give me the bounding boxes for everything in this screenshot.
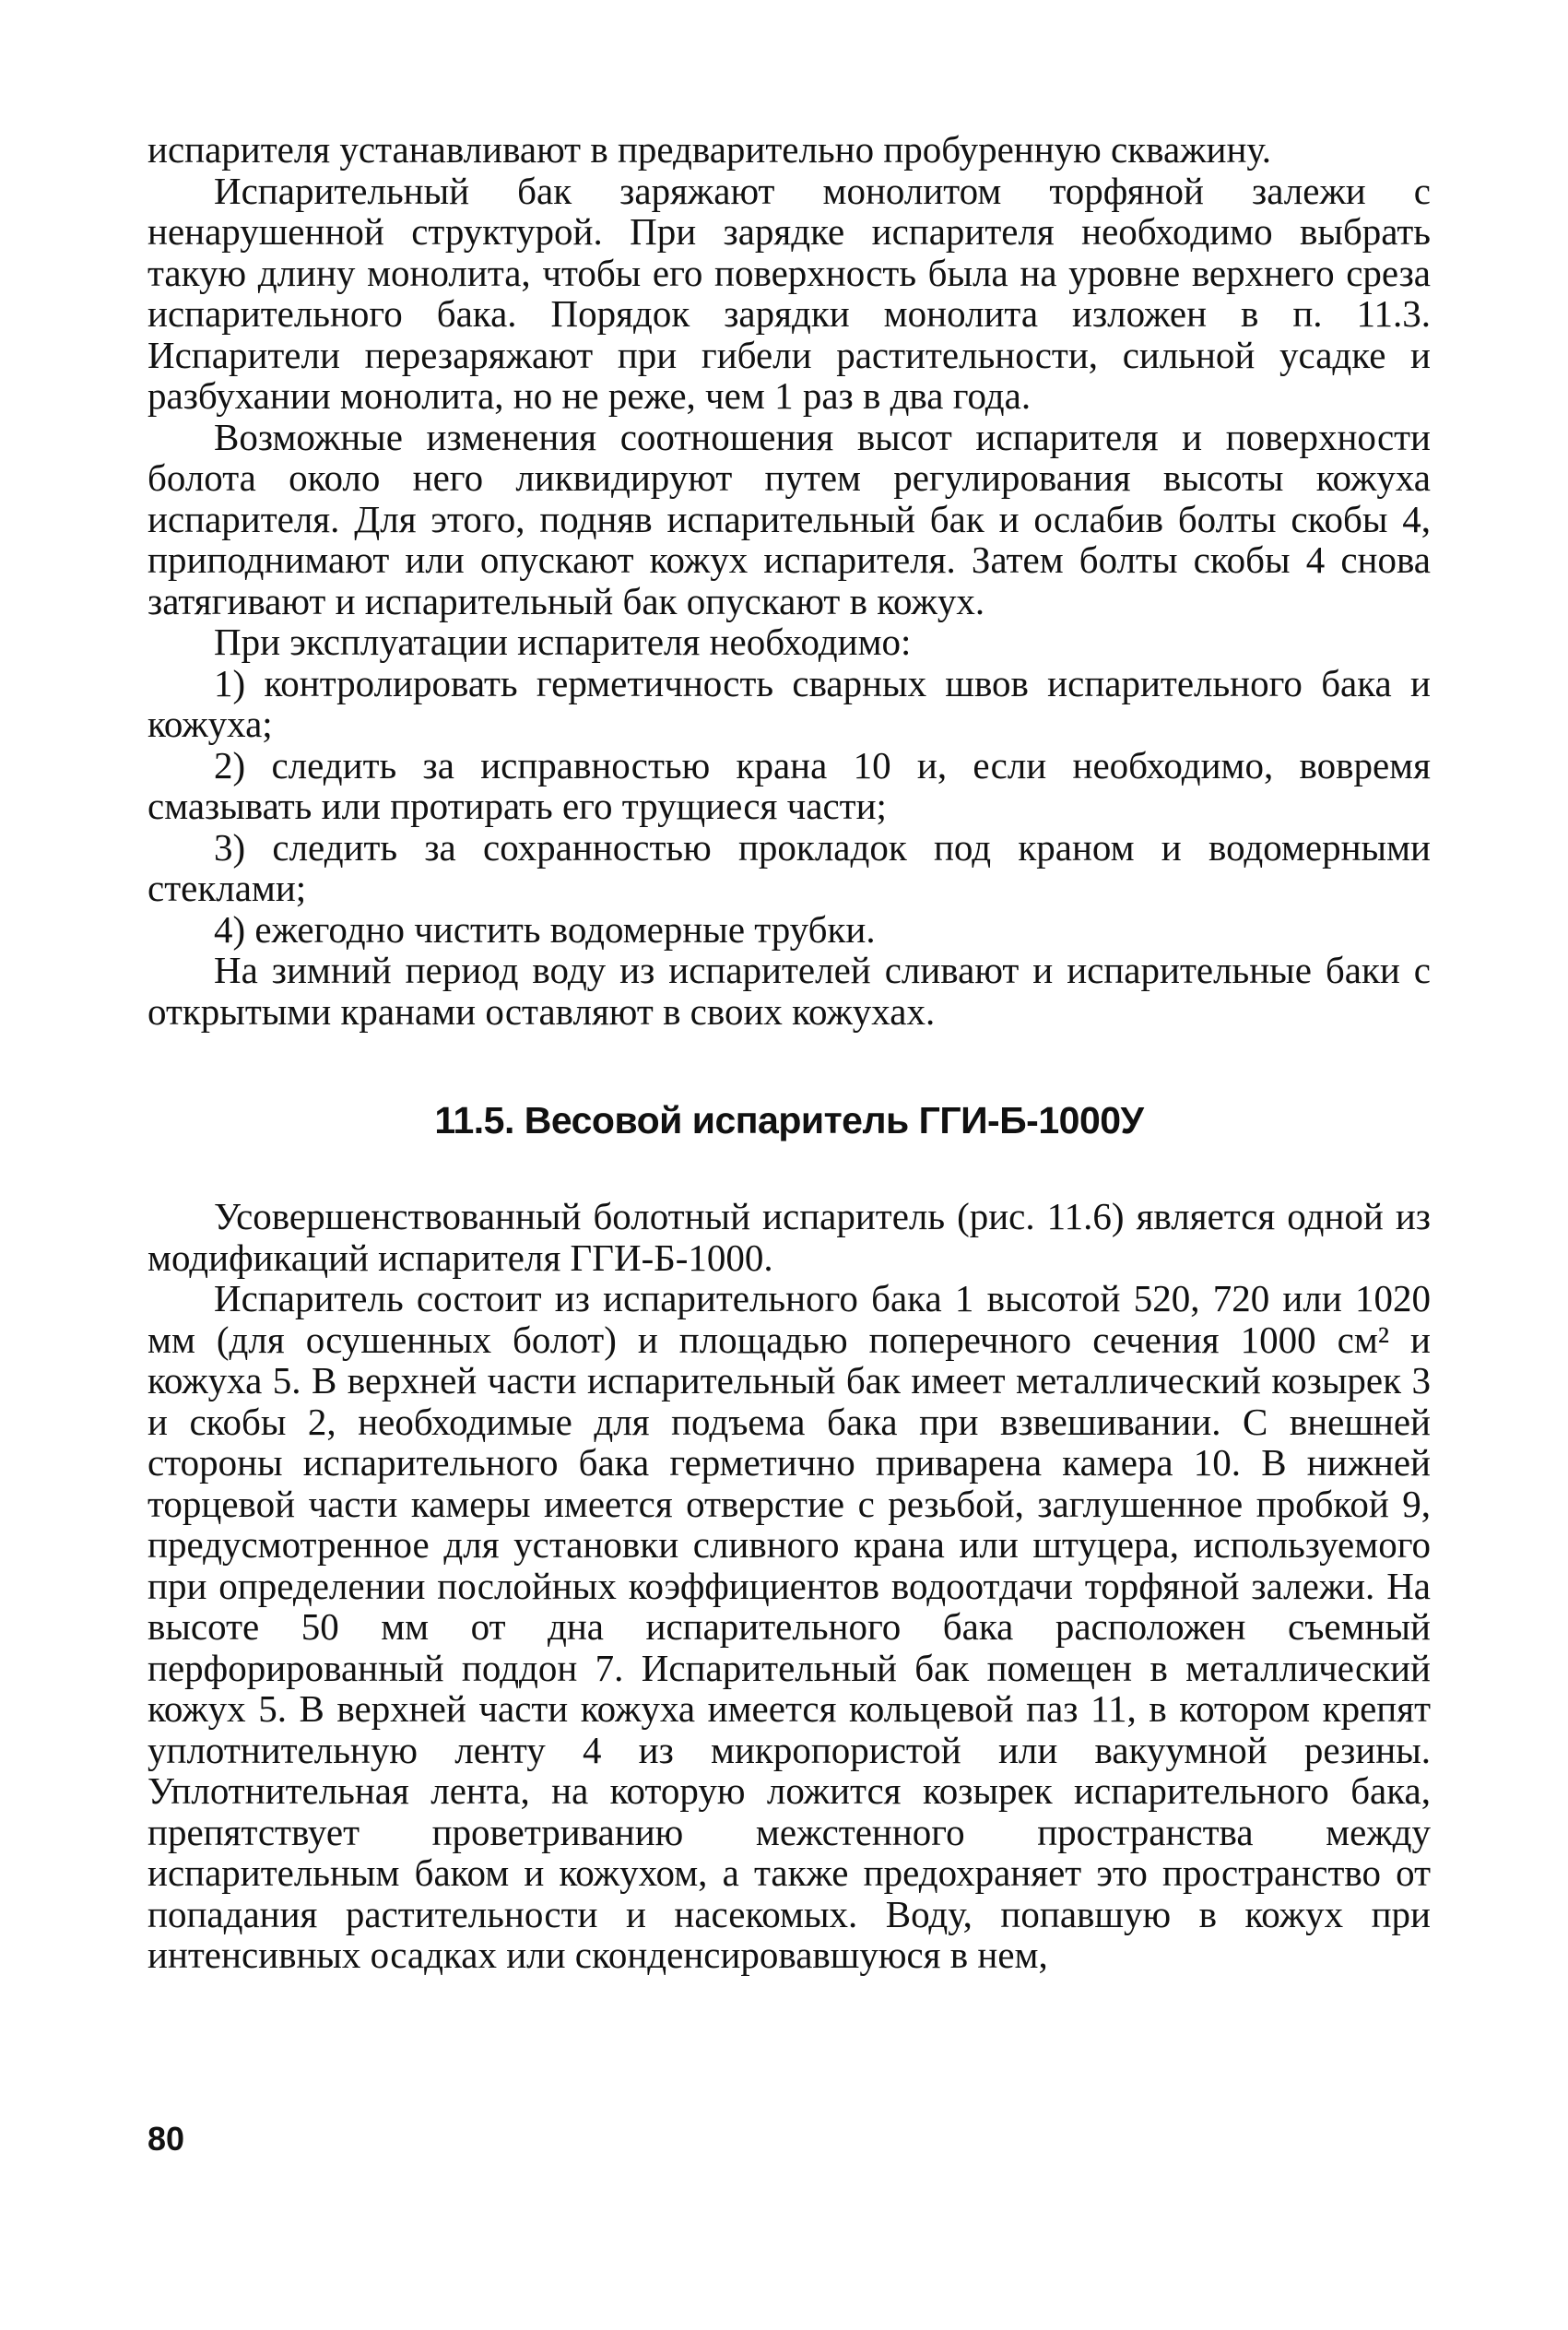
list-item-4: 4) ежегодно чистить водомерные трубки. — [214, 907, 876, 951]
page-body — [147, 129, 1431, 1976]
list-item-3: 3) следить за сохранностью прокладок под краном и водомерными стеклами; — [147, 825, 1431, 909]
paragraph-height-adjustment: Возможные изменения соотношения высот испарителя и поверхности болота около него ликвидируют путем регулирования высоты кожуха испарителя. Для этого, подняв испарительный бак и ослабив болты скобы 4, приподнимают или опускают кожух испарителя. Затем болты скобы 4 снова затягивают и испарительный бак опускают в кожух. — [147, 415, 1431, 622]
paragraph-operation-intro: При эксплуатации испарителя необходимо: — [214, 621, 912, 663]
paragraph-evaporator-description: Испаритель состоит из испарительного бака 1 высотой 520, 720 или 1020 мм (для осушенных болот) и площадью поперечного сечения 1000 см² и кожуха 5. В верхней части испарительный бак имеет металлический козырек 3 и скобы 2, необходимые для подъема бака при взвешивании. С внешней стороны испарительного бака герметично приварена камера 10. В нижней торцевой части камеры имеется отверстие с резьбой, заглушенное пробкой 9, предусмотренное для установки сливного крана или штуцера, используемого при определении послойных коэффициентов водоотдачи торфяной залежи. На высоте 50 мм от дна испарительного бака расположен съемный перфорированный поддон 7. Испарительный бак помещен в металлический кожух 5. В верхней части кожуха имеется кольцевой паз 11, в котором крепят уплотнительную ленту 4 из микропористой или вакуумной резины. Уплотнительная лента, на которую ложится козырек испарительного бака, препятствует проветриванию межстенного пространства между испарительным баком и кожухом, а также предохраняет это пространство от попадания растительности и насекомых. Воду, попавшую в кожух при интенсивных осадках или сконденсировавшуюся в нем, — [147, 1277, 1431, 1976]
list-item-1: 1) контролировать герметичность сварных швов испарительного бака и кожуха; — [147, 661, 1431, 745]
list-item-2: 2) следить за исправностью крана 10 и, если необходимо, вовремя смазывать или протирать его трущиеся части; — [147, 743, 1431, 827]
section-heading: 11.5. Весовой испаритель ГГИ-Б-1000У — [434, 1099, 1144, 1141]
paragraph-monolith-charging: Испарительный бак заряжают монолитом торфяной залежи с ненарушенной структурой. При зарядке испарителя необходимо выбрать такую длину монолита, чтобы его поверхность была на уровне верхнего среза испарительного бака. Порядок зарядки монолита изложен в п. 11.3. Испарители перезаряжают при гибели растительности, сильной усадке и разбухании монолита, но не реже, чем 1 раз в два года. — [147, 169, 1431, 417]
paragraph-winter-period: На зимний период воду из испарителей сливают и испарительные баки с открытыми кранами оставляют в своих кожухах. — [147, 949, 1431, 1033]
page-number: 80 — [147, 2120, 185, 2158]
paragraph-continuation: испарителя устанавливают в предварительно пробуренную скважину. — [147, 128, 1272, 171]
paragraph-improved-evaporator: Усовершенствованный болотный испаритель (рис. 11.6) является одной из модификаций испарителя ГГИ-Б-1000. — [147, 1195, 1431, 1279]
